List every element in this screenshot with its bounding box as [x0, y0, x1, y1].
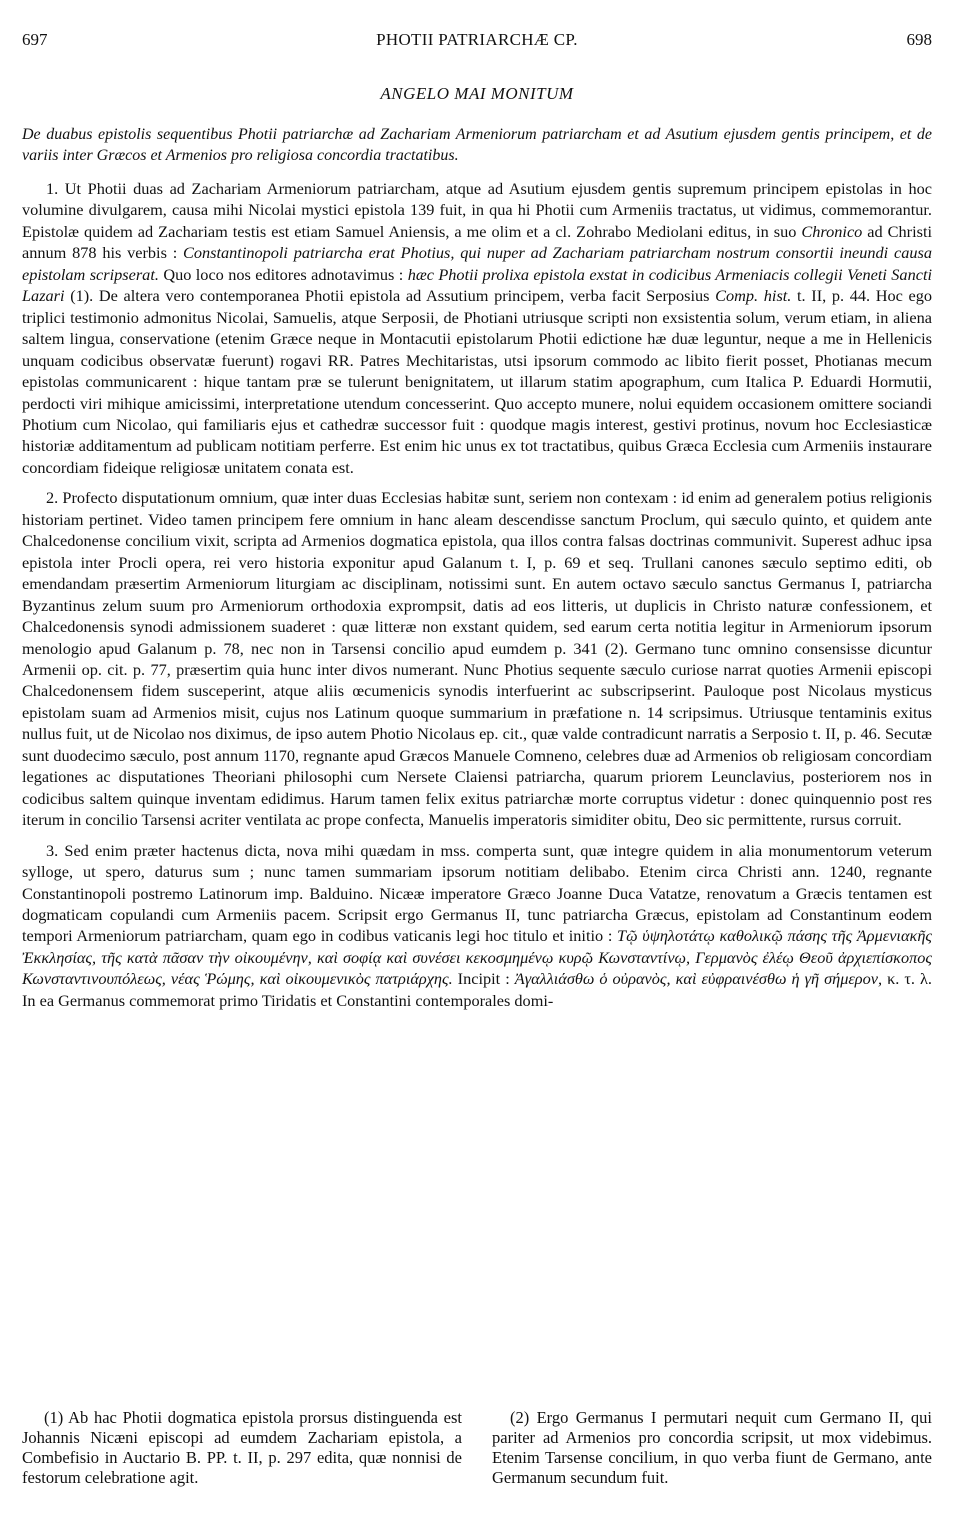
paragraph-1-text-g: (1). De altera vero contemporanea Photii epistola ad Assutium principem, verba facit Serposius	[64, 286, 716, 306]
footnotes	[22, 1408, 932, 1488]
paragraph-1-italic-chronico: Chronico	[801, 221, 863, 241]
section-summary: De duabus epistolis sequentibus Photii patriarchæ ad Zachariam Armeniorum patriarcham et ad Asutium ejusdem gentis principem, et de variis inter Græcos et Armenios pro religiosa concordia tractatibus.	[22, 126, 932, 164]
paragraph-1	[22, 178, 932, 478]
paragraph-1-text-c: ad Christi annum 878 his verbis :	[22, 221, 932, 263]
running-header	[22, 30, 932, 56]
paragraph-1-text-a: 1. Ut Photii duas ad Zachariam Armeniorum patriarcham, atque ad Asutium ejusdem gentis supremum principem epistolas in hoc volumine divulgarem, causa mihi Nicolai mystici epistola 139 fuit, in qua hi Photii cum Armeniis tractatus, ut vidimus, commemorantur. Epistolæ quidem ad Zachariam testis est etiam Samuel Aniensis, a me olim et a cl. Zohrabo Mediolani editus, in suo	[22, 179, 932, 241]
paragraph-1-text-e: Quo loco nos editores adnotavimus :	[158, 264, 408, 284]
paragraph-3-text-e: κ. τ. λ. In ea Germanus commemorat primo Tiridatis et Constantini contemporales domi-	[22, 969, 932, 1010]
paragraph-1-text-i: t. II, p. 44. Hoc ego triplici testimonio admonitus Nicolai, Samuelis, atque Serposii, de Photiani utriusque scripti non exsistentia solum, verum etiam, in aliena saltem lingua, conservatione (etenim Græce neque in Montacutii epistolarum Photii edictione hæ duæ leguntur, neque a me in Hellenicis unquam codicibus observatæ fuerunt) rogavi RR. Patres Mechitaristas, utsi ipsorum commodo ac libito fierit posset, Photianas mecum epistolas communicarent : hique tantam præ se tulerunt benignitatem, ut illarum statim apographum, cum Italica P. Eduardi Hormutii, perdocti viri mihique amicissimi, interpretatione utendum concesserint. Quo accepto munere, nolui equidem occasionem omittere sociandi Photium cum Nicolao, qui familiaris ejus et cathedræ successor fuit : quodque magis interest, gestivi protinus, novum hoc Ecclesiasticæ historiæ additamentum ad publicam notitiam perferre. Est enim hic unus ex tot tractatibus, quibus Græca Ecclesia cum Armeniis instaurare concordiam fideique religiosæ unitatem conata est.	[22, 286, 932, 477]
page	[22, 30, 932, 1020]
footnote-2: (2) Ergo Germanus I permutari nequit cum Germano II, qui pariter ad Armenios pro concordia scripsit, ut mox videbimus. Etenim Tarsense concilium, in quo verba fiunt de Germano, ante Germanum secundum fuit.	[492, 1408, 932, 1487]
footnote-1: (1) Ab hac Photii dogmatica epistola prorsus distinguenda est Johannis Nicæni episcopi ad eumdem Zachariam epistola, a Combefisio in Auctario B. PP. t. II, p. 297 edita, quæ nonnisi de festorum celebratione agit.	[22, 1408, 462, 1487]
paragraph-1-italic-note: hæc Photii prolixa epistola exstat in codicibus Armeniacis collegii Veneti Sancti Lazari	[22, 264, 932, 306]
running-title: PHOTII PATRIARCHÆ CP.	[376, 30, 578, 49]
page-number-left: 697	[22, 30, 48, 49]
page-number-right: 698	[906, 30, 932, 49]
section-title: ANGELO MAI MONITUM	[380, 84, 574, 103]
body-text	[22, 178, 932, 1011]
paragraph-1-italic-comp-hist: Comp. hist.	[715, 286, 792, 306]
paragraph-2: 2. Profecto disputationum omnium, quæ inter duas Ecclesias habitæ sunt, seriem non contexam : id enim ad generalem potius religionis historiam pertinet. Video tamen principem fere omnium in hanc aleam descendisse sanctum Proclum, qui sæculo quinto, et quidem ante Chalcedonense concilium vixit, scripta ad Armenios dogmatica epistola, qua illos contra falsas doctrinas communivit. Superest adhuc ipsa epistola inter Procli opera, rei vero historia exponitur apud Galanum t. I, p. 69 et seq. Trullani canones sæculo septimo editi, ob emendandam præsertim Armeniorum liturgiam ac disciplinam, notissimi sunt. En autem octavo sæculo sanctus Germanus I, patriarcha Byzantinus zelum suum pro Armeniorum orthodoxia exprompsit, datis ad eos litteris, ut duplicis in Christo naturæ confessionem, et Chalcedonensis synodi admissionem suaderet : quæ litteræ non exstant quidem, sed earum certa notitia legitur in Armeniorum ipsorum menologio apud Galanum p. 78, nec non in Tarsensi concilio apud eumdem p. 341 (2). Germano tunc omnino consensisse dicuntur Armenii op. cit. p. 77, præsertim quia hunc inter divos numerant. Nunc Photius sequente sæculo curiose narrat quoties Armenii episcopi Chalcedonensem fidem susceperint, atque aliis œcumenicis synodis interfuerint ac subscripserint. Pauloque post Nicolaus mysticus epistolam suam ad Armenios misit, cujus nos Latinum quoque summarium in præfatione n. 14 scripsimus. Utriusque tentaminis exitus nullus fuit, ut de Nicolao nos diximus, de ipso autem Photio Nicolaus ep. cit., quæ valde contradicunt narratis a Serposio t. II, p. 46. Secutæ sunt duodecimo sæculo, post annum 1170, regnante apud Græcos Manuele Comneno, celebres duæ ad Armenios ob religiosam concordiam legationes ac disputationes Theoriani philosophi cum Nersete Claiensi patriarcha, quarum priorem Leunclavius, posteriorem nos in codicibus saltem quinque inventam edidimus. Harum tamen felix exitus patriarchæ morte corruptus videtur : donec quinquennio post res iterum in concilio Tarsensi acriter ventilata ac prope confecta, Manuelis imperatoris simiditer obitu, Deo sic permittente, rursus corruit.	[22, 488, 932, 830]
paragraph-3-greek-title: Τῷ ὑψηλοτάτῳ καθολικῷ πάσης τῆς Ἀρμενιακῆς Ἐκκλησίας, τῆς κατὰ πᾶσαν τὴν οἰκουμένην, καὶ σοφίᾳ καὶ συνέσει κεκοσμημένῳ κυρῷ Κωνσταντίνῳ, Γερμανὸς ἐλέῳ Θεοῦ ἀρχιεπίσκοπος Κωνσταντινουπόλεως, νέας Ῥώμης, καὶ οἰκουμενικὸς πατριάρχης.	[22, 926, 932, 989]
paragraph-1-quote-samuel: Constantinopoli patriarcha erat Photius, qui nuper ad Zachariam patriarcham nostrum consortii ineundi causa epistolam scripserat.	[22, 243, 932, 284]
paragraph-3-text-c: Incipit :	[452, 969, 515, 989]
paragraph-3-text-a: 3. Sed enim præter hactenus dicta, nova mihi quædam in mss. comperta sunt, quæ integre quidem in alia monumentorum veterum sylloge, ut spero, daturus sum ; nunc tamen summariam ipsorum notitiam delibabo. Etenim circa Christi ann. 1240, regnante Constantinopoli postremo Latinorum imp. Balduino. Nicææ imperatore Græco Joanne Duca Vatatze, renovatum a Græcis tentamen est dogmaticam copulandi cum Armeniis pacem. Scripsit ergo Germanus II, tunc patriarcha Græcus, epistolam ad Constantinum eodem tempori Armeniorum patriarcham, quam ego in codibus vaticanis legi hoc titulo et initio :	[22, 840, 932, 946]
paragraph-3	[22, 840, 932, 1012]
paragraph-3-greek-incipit: Ἀγαλλιάσθω ὁ οὐρανὸς, καὶ εὐφραινέσθω ἡ γῆ σήμερον,	[514, 969, 883, 989]
